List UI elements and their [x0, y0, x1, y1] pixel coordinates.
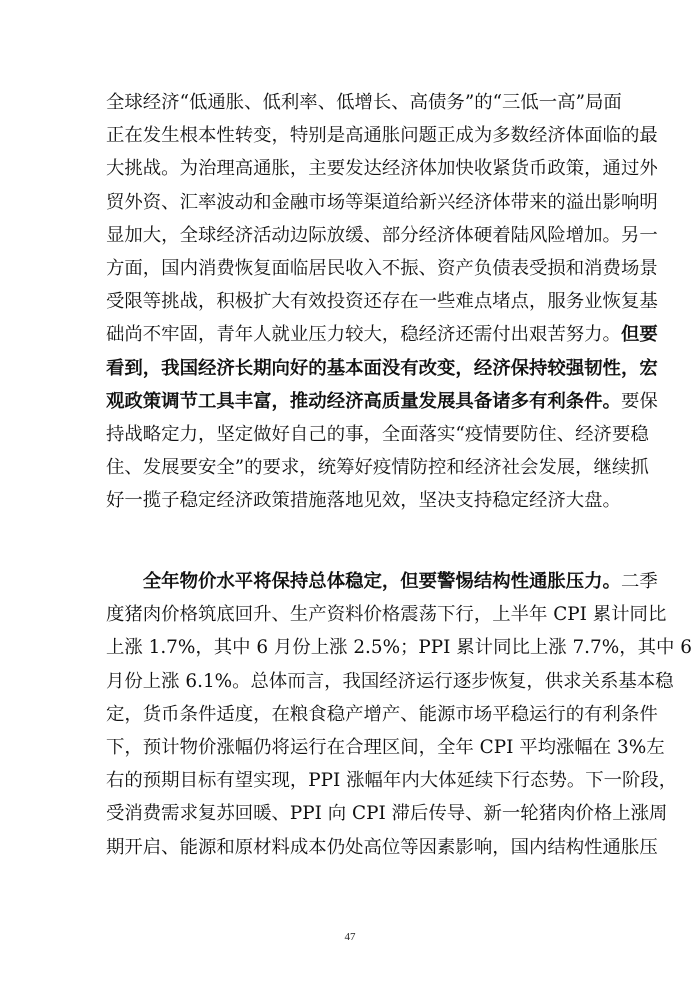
text-segment: 正在发生根本性转变，特别是高通胀问题正成为多数经济体面临的最	[106, 125, 658, 147]
text-line	[106, 598, 667, 631]
bold-text-segment: 但要	[620, 324, 658, 346]
text-segment: 大挑战。为治理高通胀，主要发达经济体加快收紧货币政策，通过外	[106, 158, 658, 180]
bold-text-segment: 看到，我国经济长期向好的基本面没有改变，经济保持较强韧性，宏	[106, 357, 658, 379]
text-segment: 上涨 1.7%，其中 6 月份上涨 2.5%；PPI 累计同比上涨 7.7%，其中 6	[106, 637, 692, 659]
text-segment: 期开启、能源和原材料成本仍处高位等因素影响，国内结构性通胀压	[106, 836, 658, 858]
text-line	[106, 219, 658, 252]
text-line	[106, 186, 658, 219]
text-line	[106, 665, 674, 698]
paragraph-price-level	[106, 565, 692, 864]
text-line	[106, 318, 658, 351]
text-line	[106, 797, 668, 830]
text-line	[106, 764, 678, 797]
text-line	[106, 152, 658, 185]
text-segment: 持战略定力，坚定做好自己的事，全面落实“疫情要防住、经济要稳	[106, 423, 649, 445]
text-line	[106, 285, 658, 318]
text-segment: 础尚不牢固，青年人就业压力较大，稳经济还需付出艰苦努力。	[106, 324, 621, 346]
text-segment: 定，货币条件适度，在粮食稳产增产、能源市场平稳运行的有利条件	[106, 703, 658, 725]
text-line	[106, 484, 621, 517]
text-segment: 住、发展要安全”的要求，统筹好疫情防控和经济社会发展，继续抓	[106, 457, 649, 479]
text-segment: 全球经济“低通胀、低利率、低增长、高债务”的“三低一高”局面	[106, 92, 622, 113]
text-line	[106, 252, 658, 285]
text-line	[106, 631, 692, 664]
text-segment: 方面，国内消费恢复面临居民收入不振、资产负债表受损和消费场景	[106, 257, 658, 279]
text-segment: 要保	[620, 390, 658, 412]
text-segment: 下，预计物价涨幅仍将运行在合理区间，全年 CPI 平均涨幅在 3%左	[106, 736, 665, 758]
text-segment: 显加大，全球经济活动边际放缓、部分经济体硬着陆风险增加。另一	[106, 224, 658, 246]
text-segment: 好一揽子稳定经济政策措施落地见效，坚决支持稳定经济大盘。	[106, 490, 621, 512]
text-line	[106, 119, 658, 152]
text-segment: 受消费需求复苏回暖、PPI 向 CPI 滞后传导、新一轮猪肉价格上涨周	[106, 803, 668, 825]
text-segment: 受限等挑战，积极扩大有效投资还存在一些难点堵点，服务业恢复基	[106, 291, 658, 313]
paragraph-economic-outlook	[106, 86, 658, 517]
bold-text-segment: 观政策调节工具丰富，推动经济高质量发展具备诸多有利条件。	[106, 390, 621, 412]
text-line	[106, 352, 658, 385]
text-segment: 度猪肉价格筑底回升、生产资料价格震荡下行，上半年 CPI 累计同比	[106, 604, 667, 626]
text-line	[106, 698, 658, 731]
text-segment: 贸外资、汇率波动和金融市场等渠道给新兴经济体带来的溢出影响明	[106, 191, 658, 213]
text-line	[106, 731, 665, 764]
text-line	[106, 565, 658, 598]
text-line	[106, 451, 649, 484]
text-line	[106, 86, 622, 119]
text-segment: 二季	[620, 571, 658, 592]
page-number: 47	[344, 931, 356, 943]
text-segment: 月份上涨 6.1%。总体而言，我国经济运行逐步恢复，供求关系基本稳	[106, 670, 674, 692]
text-line	[106, 385, 658, 418]
text-line	[106, 831, 658, 864]
text-segment: 右的预期目标有望实现，PPI 涨幅年内大体延续下行态势。下一阶段，	[106, 770, 678, 792]
bold-text-segment: 全年物价水平将保持总体稳定，但要警惕结构性通胀压力。	[106, 571, 621, 592]
text-line	[106, 418, 649, 451]
